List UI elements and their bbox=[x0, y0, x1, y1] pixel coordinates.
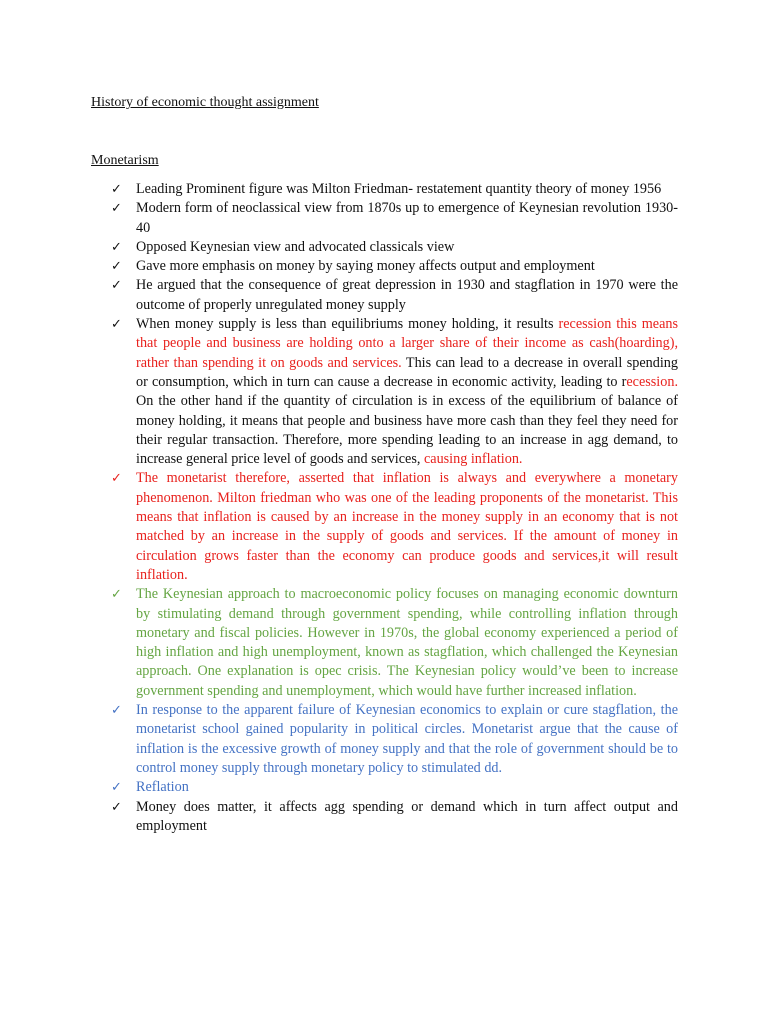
text-segment: He argued that the consequence of great depression in 1930 and stagflation in 1970 were the outcome of properly unregulated money supply bbox=[136, 277, 678, 313]
list-item-text bbox=[136, 180, 678, 199]
text-segment: The Keynesian approach to macroeconomic policy focuses on managing economic downturn by stimulating demand through government spending, while controlling inflation through monetary and fiscal policies. However in 1970s, the global economy experienced a period of high inflation and high unemployment, known as stagflation, which challenged the Keynesian approach. One explanation is opec crisis. The Keynesian policy would’ve been to increase government spending and unemployment, which would have further increased inflation. bbox=[136, 586, 678, 699]
text-segment: Leading Prominent figure was Milton Friedman- restatement quantity theory of money 1956 bbox=[136, 181, 662, 197]
list-item-text bbox=[136, 257, 678, 276]
list-item-text bbox=[136, 469, 678, 585]
checkmark-icon: ✓ bbox=[111, 182, 122, 197]
checkmark-icon: ✓ bbox=[111, 587, 122, 603]
list-item bbox=[111, 469, 678, 585]
text-segment: Gave more emphasis on money by saying money affects output and employment bbox=[136, 258, 595, 275]
document-title: History of economic thought assignment bbox=[91, 95, 319, 110]
text-segment: This can lead to a decrease in overall spending or consumption, which in turn can cause a decrease in economic activity, leading to r bbox=[136, 354, 678, 390]
list-item bbox=[111, 585, 678, 701]
list-item bbox=[111, 798, 678, 837]
bullet-list bbox=[111, 180, 678, 836]
list-item-text bbox=[136, 238, 678, 257]
list-item-text bbox=[136, 199, 678, 238]
text-segment: In response to the apparent failure of Keynesian economics to explain or cure stagflation, the monetarist school gained popularity in political circles. Monetarist argue that the cause of inflation is the excessive growth of money supply and that the role of government should be to control money supply through monetary policy to stimulated dd. bbox=[136, 702, 678, 776]
text-segment: Modern form of neoclassical view from 1870s up to emergence of Keynesian revolution 1930-40 bbox=[136, 200, 678, 236]
list-item bbox=[111, 276, 678, 315]
list-item bbox=[111, 257, 678, 276]
text-segment: causing inflation. bbox=[423, 451, 523, 468]
checkmark-icon: ✓ bbox=[111, 471, 122, 487]
list-item bbox=[111, 238, 678, 257]
checkmark-icon: ✓ bbox=[111, 201, 122, 217]
text-segment: The monetarist therefore, asserted that inflation is always and everywhere a monetary phenomenon. Milton friedman who was one of the leading proponents of the monetarist. This means that inflation is caused by an increase in the money supply in an economy that is not matched by an increase in the supply of goods and services. If the amount of money in circulation grows faster than the economy can produce goods and services,it will result inflation. bbox=[136, 470, 678, 583]
list-item-text bbox=[136, 585, 678, 701]
list-item-text bbox=[136, 798, 678, 837]
list-item-text bbox=[136, 701, 678, 778]
text-segment: recession this means that people and business are holding onto a larger share of their income as cash(hoarding), rather than spending it on goods and services. bbox=[136, 316, 679, 371]
section-heading: Monetarism bbox=[91, 153, 159, 168]
list-item-text bbox=[136, 778, 678, 797]
checkmark-icon: ✓ bbox=[111, 278, 122, 294]
text-segment: Reflation bbox=[136, 779, 189, 796]
checkmark-icon: ✓ bbox=[111, 799, 122, 815]
checkmark-icon: ✓ bbox=[111, 780, 122, 796]
list-item-text bbox=[136, 315, 678, 469]
checkmark-icon: ✓ bbox=[111, 703, 122, 719]
list-item bbox=[111, 701, 678, 778]
text-segment: Money does matter, it affects agg spending or demand which in turn affect output and employment bbox=[136, 798, 678, 834]
text-segment: On the other hand if the quantity of circulation is in excess of the equilibrium of balance of money holding, it means that people and business have more cash than they feel they need for their regular transaction. Therefore, more spending leading to an increase in agg demand, to increase general price level of goods and services, bbox=[136, 393, 678, 468]
list-item bbox=[111, 315, 678, 469]
list-item-text bbox=[136, 276, 678, 315]
checkmark-icon: ✓ bbox=[111, 317, 122, 333]
checkmark-icon: ✓ bbox=[111, 239, 122, 255]
list-item bbox=[111, 778, 678, 797]
list-item bbox=[111, 180, 678, 199]
text-segment: ecession. bbox=[626, 373, 678, 390]
text-segment: When money supply is less than equilibriums money holding, it results bbox=[136, 316, 559, 333]
text-segment: Opposed Keynesian view and advocated classicals view bbox=[136, 238, 455, 255]
checkmark-icon: ✓ bbox=[111, 259, 122, 275]
list-item bbox=[111, 199, 678, 238]
